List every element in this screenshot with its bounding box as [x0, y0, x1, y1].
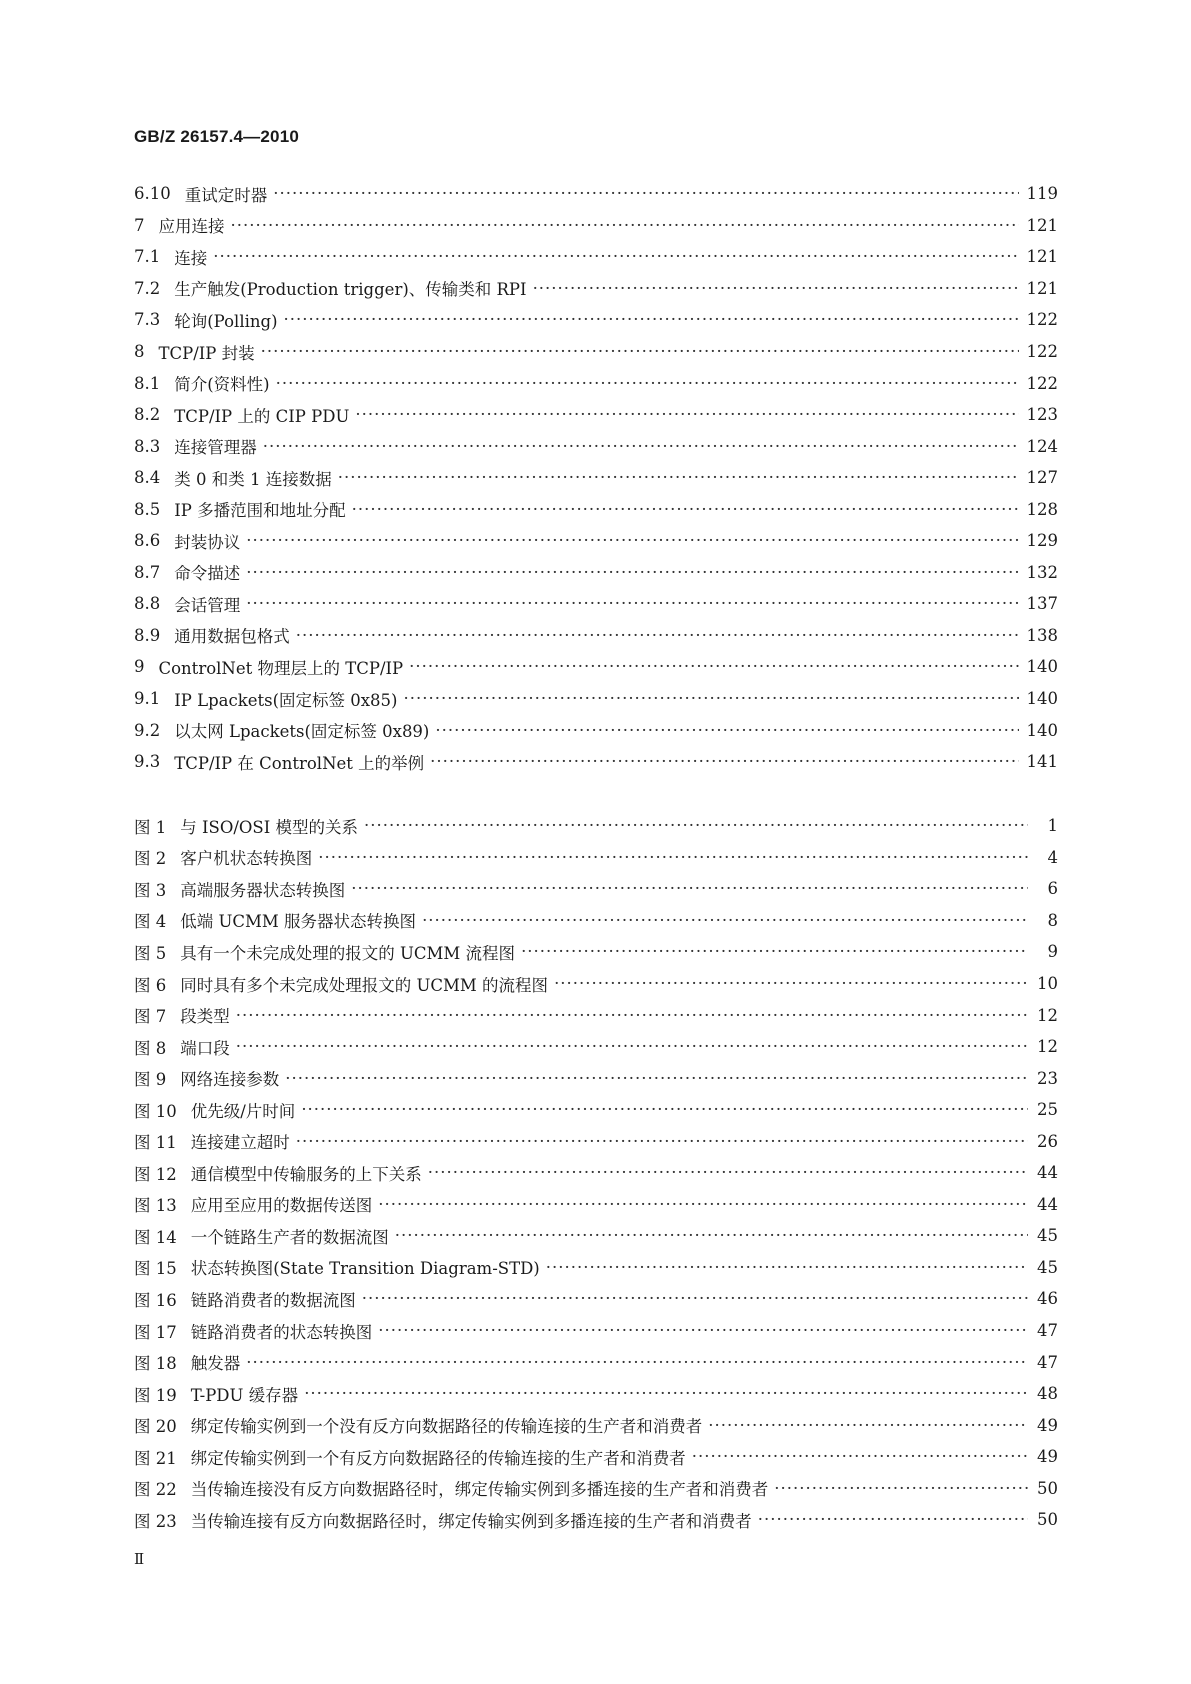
toc-leader-dots [435, 721, 1018, 740]
toc-figure-entry[interactable] [134, 936, 1058, 968]
toc-entry-number: 9.2 [134, 720, 161, 740]
toc-entry-title: 一个链路生产者的数据流图 [190, 1227, 389, 1247]
toc-leader-dots [521, 942, 1028, 961]
toc-section-entry[interactable] [134, 430, 1058, 462]
toc-leader-dots [758, 1510, 1028, 1529]
toc-entry-number: 8.7 [134, 562, 161, 582]
toc-entry-title: 轮询(Polling) [174, 311, 278, 331]
toc-figure-entry[interactable] [134, 1220, 1058, 1252]
toc-figure-entry[interactable] [134, 1125, 1058, 1157]
toc-entry-title: 简介(资料性) [174, 375, 270, 395]
toc-entry-page: 47 [1037, 1321, 1058, 1341]
toc-entry-number: 图 13 [134, 1196, 177, 1216]
toc-entry-number: 图 7 [134, 1007, 167, 1027]
toc-entry-title: 连接 [174, 248, 208, 268]
toc-entry-number: 图 20 [134, 1417, 177, 1437]
toc-entry-number: 图 8 [134, 1038, 167, 1058]
toc-entry-title: 连接管理器 [174, 438, 257, 458]
toc-section-entry[interactable] [134, 588, 1058, 620]
toc-leader-dots [246, 594, 1018, 613]
toc-entry-title: 通用数据包格式 [174, 627, 290, 647]
toc-leader-dots [246, 1353, 1028, 1372]
toc-entry-title: 具有一个未完成处理的报文的 UCMM 流程图 [180, 943, 516, 963]
toc-entry-title: IP Lpackets(固定标签 0x85) [174, 690, 398, 710]
toc-entry-number: 7 [134, 215, 145, 235]
toc-figure-entry[interactable] [134, 1157, 1058, 1189]
toc-entry-number: 图 23 [134, 1511, 177, 1531]
toc-leader-dots [355, 405, 1018, 424]
toc-entry-title: 与 ISO/OSI 模型的关系 [180, 817, 358, 837]
toc-entry-page: 129 [1026, 531, 1058, 551]
toc-entry-page: 121 [1026, 247, 1058, 267]
toc-entry-number: 图 14 [134, 1227, 177, 1247]
toc-section-entry[interactable] [134, 746, 1058, 778]
toc-entry-title: 低端 UCMM 服务器状态转换图 [180, 912, 417, 932]
toc-entry-title: TCP/IP 封装 [158, 343, 255, 363]
toc-leader-dots [546, 1258, 1028, 1277]
toc-leader-dots [246, 531, 1018, 550]
toc-figure-entry[interactable] [134, 968, 1058, 1000]
toc-entry-page: 122 [1026, 342, 1058, 361]
toc-entry-number: 图 6 [134, 975, 167, 995]
toc-leader-dots [263, 437, 1019, 456]
figure-toc-list [134, 810, 1058, 1536]
toc-leader-dots [409, 657, 1018, 676]
toc-entry-page: 25 [1037, 1100, 1058, 1120]
toc-figure-entry[interactable] [134, 1283, 1058, 1315]
toc-entry-title: 同时具有多个未完成处理报文的 UCMM 的流程图 [180, 975, 549, 995]
toc-leader-dots [430, 752, 1018, 771]
toc-figure-entry[interactable] [134, 1315, 1058, 1347]
toc-entry-page: 119 [1026, 184, 1058, 204]
toc-entry-page: 137 [1026, 594, 1058, 614]
toc-entry-title: 绑定传输实例到一个有反方向数据路径的传输连接的生产者和消费者 [190, 1448, 686, 1468]
toc-entry-page: 4 [1047, 847, 1058, 867]
toc-leader-dots [774, 1479, 1028, 1498]
toc-entry-page: 1 [1047, 816, 1058, 836]
toc-leader-dots [296, 1132, 1028, 1151]
toc-entry-page: 12 [1037, 1037, 1058, 1057]
toc-entry-number: 图 16 [134, 1290, 177, 1310]
toc-leader-dots [395, 1226, 1028, 1245]
toc-entry-number: 8.4 [134, 468, 161, 488]
toc-section-entry[interactable] [134, 493, 1058, 525]
toc-entry-number: 图 22 [134, 1480, 177, 1500]
toc-leader-dots [318, 848, 1028, 867]
toc-entry-page: 44 [1037, 1163, 1058, 1183]
toc-leader-dots [362, 1289, 1028, 1308]
toc-entry-title: 重试定时器 [184, 185, 268, 205]
toc-leader-dots [338, 468, 1019, 487]
toc-entry-title: 客户机状态转换图 [180, 849, 313, 869]
toc-entry-number: 图 10 [134, 1101, 177, 1121]
toc-leader-dots [285, 1069, 1028, 1088]
toc-entry-number: 图 5 [134, 943, 167, 963]
toc-entry-title: 命令描述 [174, 564, 241, 584]
toc-entry-title: TCP/IP 上的 CIP PDU [174, 406, 350, 426]
toc-entry-number: 图 18 [134, 1354, 177, 1374]
toc-entry-title: 触发器 [190, 1354, 241, 1374]
toc-entry-title: 通信模型中传输服务的上下关系 [190, 1164, 422, 1184]
toc-entry-title: IP 多播范围和地址分配 [174, 501, 346, 521]
toc-entry-number: 7.1 [134, 247, 161, 267]
toc-entry-number: 8.3 [134, 436, 161, 456]
toc-entry-title: 端口段 [180, 1038, 230, 1058]
toc-entry-page: 44 [1037, 1194, 1058, 1214]
toc-entry-number: 图 11 [134, 1133, 177, 1153]
toc-leader-dots [533, 279, 1019, 298]
toc-leader-dots [213, 247, 1018, 266]
toc-section-entry[interactable] [134, 399, 1058, 431]
document-code-header: GB/Z 26157.4—2010 [134, 127, 299, 146]
toc-figure-entry[interactable] [134, 1409, 1058, 1441]
toc-entry-title: 链路消费者的数据流图 [190, 1290, 356, 1310]
toc-entry-number: 7.3 [134, 310, 161, 330]
toc-figure-entry[interactable] [134, 1472, 1058, 1504]
toc-entry-title: ControlNet 物理层上的 TCP/IP [158, 658, 404, 678]
toc-entry-title: 会话管理 [174, 595, 241, 615]
toc-leader-dots [301, 1100, 1028, 1119]
toc-leader-dots [352, 500, 1019, 519]
toc-entry-number: 6.10 [134, 184, 171, 204]
toc-entry-page: 50 [1037, 1510, 1058, 1530]
toc-entry-title: 状态转换图(State Transition Diagram-STD) [190, 1259, 540, 1279]
toc-section-entry[interactable] [134, 462, 1058, 494]
toc-entry-page: 6 [1047, 879, 1058, 899]
toc-leader-dots [246, 563, 1018, 582]
toc-entry-number: 8.2 [134, 405, 161, 425]
toc-figure-entry[interactable] [134, 1441, 1058, 1473]
toc-entry-number: 8.1 [134, 373, 161, 393]
toc-section-entry[interactable] [134, 651, 1058, 683]
toc-entry-number: 8 [134, 342, 145, 361]
toc-entry-number: 8.5 [134, 499, 161, 519]
page-number-footer: Ⅱ [134, 1550, 145, 1568]
toc-entry-number: 图 4 [134, 912, 167, 932]
toc-entry-page: 9 [1047, 942, 1058, 962]
toc-leader-dots [276, 374, 1019, 393]
toc-leader-dots [261, 342, 1019, 361]
toc-section-entry[interactable] [134, 620, 1058, 652]
toc-entry-page: 132 [1026, 562, 1058, 582]
toc-figure-entry[interactable] [134, 1062, 1058, 1094]
toc-leader-dots [428, 1163, 1028, 1182]
toc-leader-dots [284, 310, 1019, 329]
toc-leader-dots [231, 216, 1019, 235]
toc-section-entry[interactable] [134, 525, 1058, 557]
toc-entry-page: 45 [1037, 1226, 1058, 1246]
toc-leader-dots [378, 1195, 1028, 1214]
toc-entry-title: 当传输连接有反方向数据路径时，绑定传输实例到多播连接的生产者和消费者 [190, 1511, 752, 1531]
toc-figure-entry[interactable] [134, 1189, 1058, 1221]
toc-entry-page: 141 [1026, 752, 1058, 772]
toc-entry-title: 优先级/片时间 [190, 1101, 296, 1121]
toc-entry-number: 9.1 [134, 689, 161, 709]
toc-entry-title: TCP/IP 在 ControlNet 上的举例 [174, 753, 425, 773]
toc-figure-entry[interactable] [134, 810, 1058, 842]
toc-entry-page: 138 [1026, 625, 1058, 645]
toc-entry-title: 应用至应用的数据传送图 [190, 1196, 373, 1216]
toc-entry-page: 49 [1037, 1415, 1058, 1435]
toc-entry-title: 绑定传输实例到一个没有反方向数据路径的传输连接的生产者和消费者 [190, 1417, 703, 1437]
toc-entry-number: 8.8 [134, 594, 161, 614]
toc-leader-dots [378, 1321, 1028, 1340]
toc-entry-number: 图 2 [134, 849, 167, 869]
section-toc-list [134, 178, 1058, 777]
toc-figure-entry[interactable] [134, 1504, 1058, 1536]
toc-entry-title: 当传输连接没有反方向数据路径时，绑定传输实例到多播连接的生产者和消费者 [190, 1480, 769, 1500]
toc-section-entry[interactable] [134, 557, 1058, 589]
toc-entry-title: 类 0 和类 1 连接数据 [174, 469, 332, 489]
toc-entry-page: 46 [1037, 1289, 1058, 1309]
toc-entry-number: 图 17 [134, 1322, 177, 1342]
toc-entry-page: 50 [1037, 1478, 1058, 1498]
toc-section-entry[interactable] [134, 241, 1058, 273]
toc-entry-page: 140 [1026, 657, 1058, 677]
toc-figure-entry[interactable] [134, 1378, 1058, 1410]
toc-entry-page: 47 [1037, 1352, 1058, 1372]
toc-figure-entry[interactable] [134, 842, 1058, 874]
toc-entry-number: 8.9 [134, 625, 161, 645]
toc-entry-page: 23 [1037, 1068, 1058, 1088]
toc-section-entry[interactable] [134, 336, 1058, 368]
toc-section-entry[interactable] [134, 210, 1058, 242]
toc-entry-title: 连接建立超时 [190, 1133, 290, 1153]
toc-section-entry[interactable] [134, 304, 1058, 336]
toc-leader-dots [554, 974, 1028, 993]
toc-entry-number: 9 [134, 657, 145, 677]
toc-entry-page: 26 [1037, 1131, 1058, 1151]
toc-figure-entry[interactable] [134, 999, 1058, 1031]
toc-entry-page: 128 [1026, 499, 1058, 519]
toc-entry-title: 封装协议 [174, 532, 241, 552]
toc-entry-page: 122 [1026, 310, 1058, 330]
toc-entry-page: 122 [1026, 373, 1058, 393]
toc-entry-page: 12 [1037, 1005, 1058, 1025]
toc-entry-page: 127 [1026, 468, 1058, 488]
toc-entry-number: 8.6 [134, 531, 161, 551]
toc-entry-title: 以太网 Lpackets(固定标签 0x89) [174, 722, 430, 742]
toc-entry-page: 10 [1037, 974, 1058, 993]
toc-section-entry[interactable] [134, 367, 1058, 399]
toc-figure-entry[interactable] [134, 1094, 1058, 1126]
toc-leader-dots [422, 911, 1028, 930]
toc-section-entry[interactable] [134, 273, 1058, 305]
toc-leader-dots [364, 816, 1028, 835]
toc-entry-title: 网络连接参数 [180, 1070, 280, 1090]
toc-leader-dots [692, 1447, 1028, 1466]
toc-entry-number: 9.3 [134, 752, 161, 772]
toc-entry-title: 高端服务器状态转换图 [180, 880, 346, 900]
toc-entry-page: 8 [1047, 910, 1058, 930]
toc-leader-dots [304, 1384, 1028, 1403]
toc-entry-page: 121 [1026, 215, 1058, 235]
toc-figure-entry[interactable] [134, 873, 1058, 905]
toc-entry-number: 7.2 [134, 278, 161, 298]
toc-entry-number: 图 12 [134, 1164, 177, 1184]
toc-entry-number: 图 9 [134, 1070, 167, 1090]
toc-leader-dots [273, 184, 1018, 203]
toc-entry-page: 121 [1026, 278, 1058, 298]
toc-leader-dots [236, 1006, 1028, 1025]
toc-entry-page: 140 [1026, 689, 1058, 709]
toc-section-entry[interactable] [134, 714, 1058, 746]
toc-leader-dots [708, 1416, 1028, 1435]
toc-entry-page: 48 [1037, 1384, 1058, 1404]
toc-figure-entry[interactable] [134, 1346, 1058, 1378]
toc-section-entry[interactable] [134, 178, 1058, 210]
toc-entry-number: 图 3 [134, 880, 167, 900]
toc-figure-entry[interactable] [134, 1031, 1058, 1063]
toc-entry-page: 45 [1037, 1257, 1058, 1277]
toc-entry-number: 图 1 [134, 817, 167, 837]
toc-leader-dots [404, 689, 1019, 708]
toc-entry-title: 生产触发(Production trigger)、传输类和 RPI [174, 280, 527, 300]
toc-entry-title: T-PDU 缓存器 [190, 1385, 299, 1405]
toc-leader-dots [351, 879, 1028, 898]
toc-entry-title: 应用连接 [158, 217, 225, 237]
toc-entry-number: 图 15 [134, 1259, 177, 1279]
toc-entry-page: 123 [1026, 405, 1058, 425]
toc-entry-number: 图 19 [134, 1385, 177, 1405]
toc-leader-dots [236, 1037, 1028, 1056]
toc-figure-entry[interactable] [134, 905, 1058, 937]
toc-entry-title: 链路消费者的状态转换图 [190, 1322, 373, 1342]
toc-entry-number: 图 21 [134, 1448, 177, 1468]
toc-figure-entry[interactable] [134, 1252, 1058, 1284]
toc-entry-title: 段类型 [180, 1007, 230, 1027]
toc-section-entry[interactable] [134, 683, 1058, 715]
toc-entry-page: 49 [1037, 1447, 1058, 1467]
toc-entry-page: 124 [1026, 436, 1058, 456]
toc-entry-page: 140 [1026, 720, 1058, 740]
toc-leader-dots [296, 626, 1019, 645]
